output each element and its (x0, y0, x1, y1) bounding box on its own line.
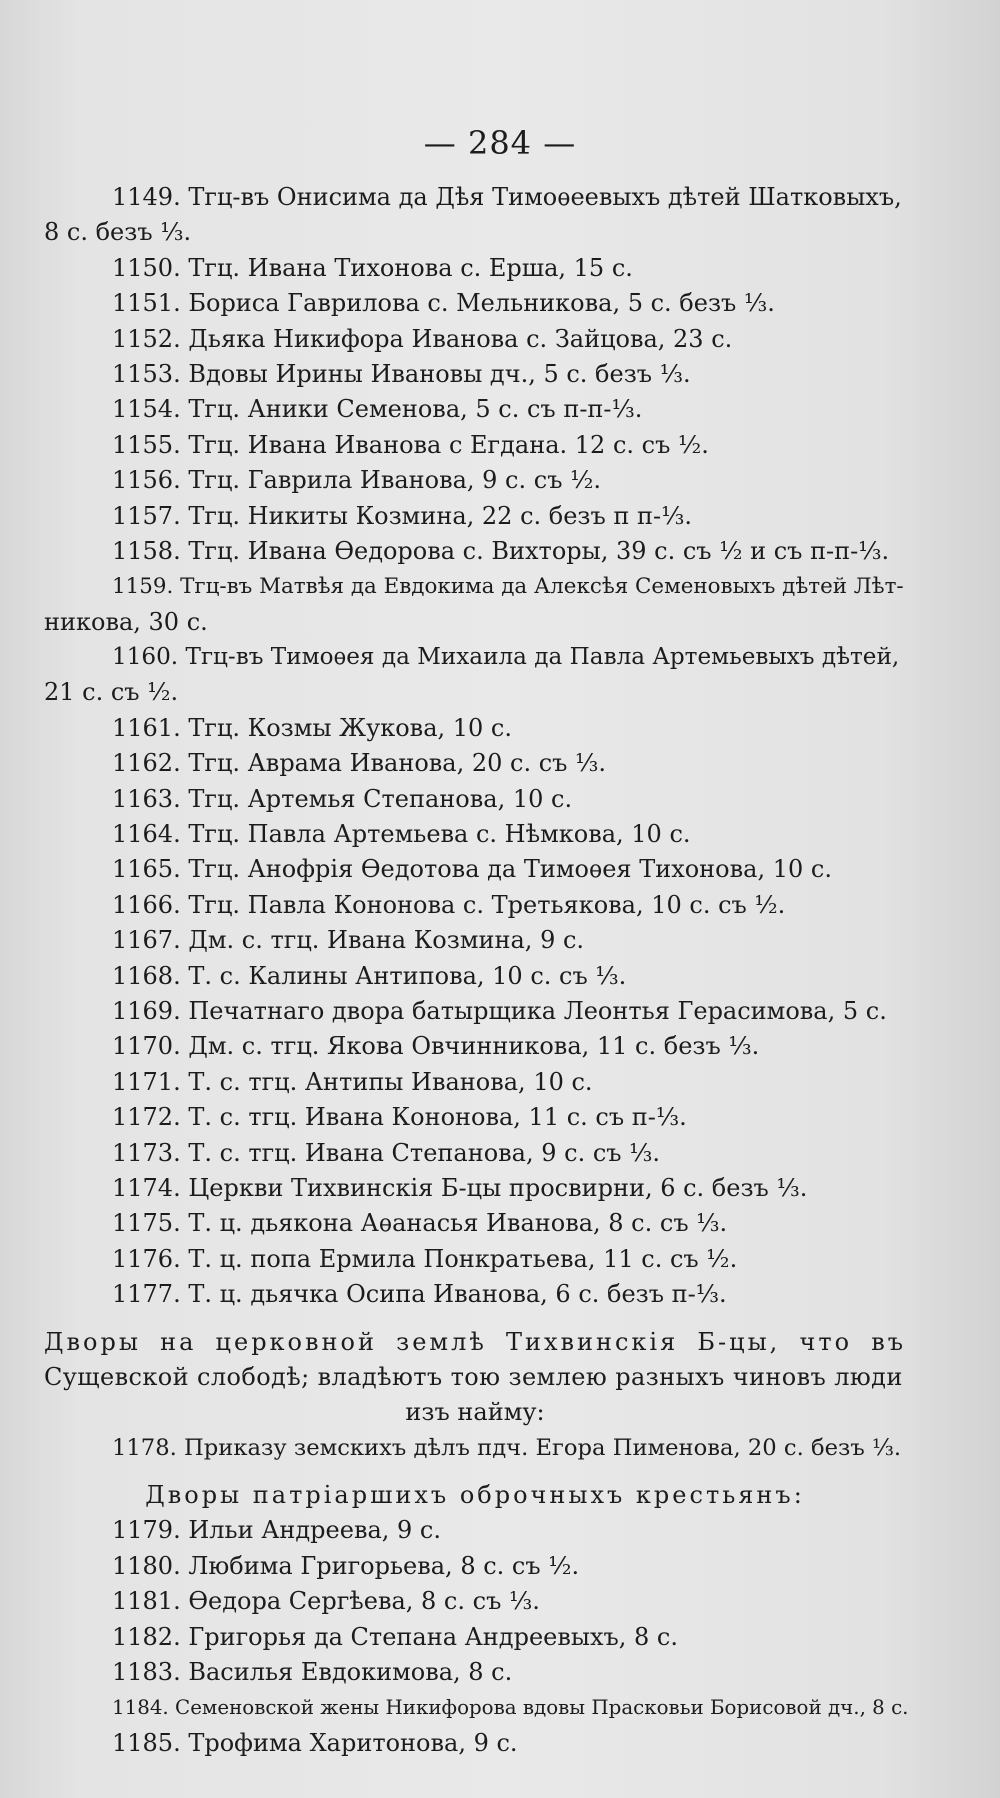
entry-line (44, 994, 906, 1029)
entry-number: 1162. (112, 749, 181, 778)
heading-church-line-2: Сущевской слободѣ; владѣютъ тою землею разныхъ чиновъ люди (44, 1362, 903, 1391)
entry-text: Тгц. Аники Семенова, 5 с. съ п-п-⅓. (188, 395, 643, 424)
entry-number: 1172. (112, 1103, 181, 1132)
entry-line (44, 251, 906, 286)
entry-number: 1176. (112, 1244, 181, 1273)
entry-line (44, 1726, 906, 1761)
entry-line (44, 711, 906, 746)
entry-text: Печатнаго двора батырщика Леонтья Герасимова, 5 с. (188, 996, 887, 1025)
entry-number: 1159. (112, 574, 174, 600)
entry-text: Тгц. Павла Кононова с. Третьякова, 10 с. съ ½. (188, 890, 786, 919)
entry-text: Ильи Андреева, 9 с. (188, 1516, 441, 1545)
entry-number: 1163. (112, 784, 181, 813)
entry-text: Тгц. Гаврила Иванова, 9 с. съ ½. (188, 466, 601, 495)
entry-number: 1155. (112, 430, 181, 459)
entry-number: 1161. (112, 713, 181, 742)
entry-line (44, 959, 906, 994)
entry-text: Т. ц. дьякона Аѳанасья Иванова, 8 с. съ ⅓. (188, 1209, 728, 1238)
entry-number: 1183. (112, 1658, 181, 1687)
entry-continuation: никова, 30 с. (44, 607, 208, 636)
entry-text: Трофима Харитонова, 9 с. (188, 1728, 518, 1757)
entry-line (44, 428, 906, 463)
entry-text: Тгц. Ивана Иванова с Егдана. 12 с. съ ½. (188, 430, 709, 459)
entry-number: 1171. (112, 1067, 181, 1096)
entry-line (44, 1549, 906, 1584)
entry-line (44, 1206, 906, 1241)
entry-line (44, 357, 906, 392)
entry-text: Тгц. Ивана Ѳедорова с. Вихторы, 39 с. съ ½ и съ п-п-⅓. (188, 536, 890, 565)
entry-number: 1175. (112, 1209, 181, 1238)
entry-line (44, 1029, 906, 1064)
entry-text: Т. с. тгц. Антипы Иванова, 10 с. (188, 1067, 593, 1096)
entry-number: 1152. (112, 324, 181, 353)
entry-number: 1185. (112, 1728, 181, 1757)
entry-number: 1165. (112, 855, 181, 884)
entry-continuation: 21 с. съ ½. (44, 678, 179, 707)
entry-number: 1182. (112, 1622, 181, 1651)
page-number: — 284 — (423, 124, 577, 162)
entry-line (44, 888, 906, 923)
entry-number: 1169. (112, 996, 181, 1025)
entry-number: 1177. (112, 1280, 181, 1309)
heading-patriarch: Дворы патріаршихъ оброчныхъ крестьянъ: (145, 1481, 805, 1510)
entry-text: Тгц-въ Матвѣя да Евдокима да Алексѣя Семеновыхъ дѣтей Лѣт- (180, 574, 904, 600)
entry-number: 1157. (112, 501, 181, 530)
entry-line (44, 746, 906, 781)
entry-number: 1167. (112, 926, 181, 955)
entry-line (44, 1513, 906, 1548)
entry-number: 1154. (112, 395, 181, 424)
entry-text: Тгц. Ивана Тихонова с. Ерша, 15 с. (188, 253, 633, 282)
entry-line (44, 322, 906, 357)
entry-line (44, 569, 906, 604)
entry-text: Тгц-въ Тимоѳея да Михаила да Павла Артемьевыхъ дѣтей, (185, 644, 900, 671)
entry-line (44, 1065, 906, 1100)
entry-text: Приказу земскихъ дѣлъ пдч. Егора Пименова, 20 с. безъ ⅓. (184, 1434, 902, 1461)
entry-line (44, 1584, 906, 1619)
entry-line (44, 1431, 906, 1466)
heading-church-line-1: Дворы на церковной землѣ Тихвинскія Б-цы, что въ (44, 1327, 906, 1356)
entries-list-c (44, 1513, 909, 1761)
entries-list-a (44, 180, 906, 1313)
entry-text: Церкви Тихвинскія Б-цы просвирни, 6 с. безъ ⅓. (188, 1173, 808, 1202)
entry-text: Семеновской жены Никифорова вдовы Прасковьи Борисовой дч., 8 с. (175, 1696, 909, 1720)
entry-text: Григорья да Степана Андреевыхъ, 8 с. (188, 1622, 678, 1651)
entry-text: Тгц-въ Онисима да Дѣя Тимоѳеевыхъ дѣтей Шатковыхъ, (188, 183, 902, 211)
entry-line (44, 1171, 906, 1206)
entry-text: Тгц. Аврама Иванова, 20 с. съ ⅓. (188, 749, 606, 778)
entry-text: Тгц. Козмы Жукова, 10 с. (188, 713, 512, 742)
entry-number: 1150. (112, 253, 181, 282)
entry-number: 1181. (112, 1587, 181, 1616)
spacer (44, 1313, 906, 1325)
entry-line (44, 534, 906, 569)
entry-number: 1178. (112, 1434, 177, 1461)
entry-text: Ѳедора Сергѣева, 8 с. съ ⅓. (188, 1587, 540, 1616)
entry-number: 1164. (112, 820, 181, 849)
heading-church-line-3: изъ найму: (405, 1398, 545, 1427)
entry-line (44, 180, 906, 215)
entry-line (44, 1242, 906, 1277)
entry-line (44, 923, 906, 958)
entry-line (44, 640, 906, 675)
entry-number: 1160. (112, 644, 179, 671)
entry-text: Тгц. Артемья Степанова, 10 с. (188, 784, 573, 813)
entry-number: 1173. (112, 1138, 181, 1167)
entries-list-b (44, 1431, 906, 1466)
entry-line (44, 392, 906, 427)
entry-text: Т. с. тгц. Ивана Кононова, 11 с. съ п-⅓. (188, 1103, 687, 1132)
entry-line (44, 852, 906, 887)
entry-line (44, 463, 906, 498)
entry-line (44, 286, 906, 321)
entry-number: 1156. (112, 466, 181, 495)
entry-text: Бориса Гаврилова с. Мельникова, 5 с. безъ ⅓. (188, 289, 775, 318)
entry-text: Любима Григорьева, 8 с. съ ½. (188, 1551, 580, 1580)
spacer (44, 1466, 906, 1478)
entry-text: Т. с. тгц. Ивана Степанова, 9 с. съ ⅓. (188, 1138, 661, 1167)
page-body (44, 180, 909, 1761)
entry-number: 1174. (112, 1173, 181, 1202)
entry-text: Т. ц. попа Ермила Понкратьева, 11 с. съ ½. (188, 1244, 738, 1273)
entry-text: Дьяка Никифора Иванова с. Зайцова, 23 с. (188, 324, 733, 353)
entry-text: Василья Евдокимова, 8 с. (188, 1658, 513, 1687)
entry-number: 1158. (112, 536, 181, 565)
entry-text: Дм. с. тгц. Якова Овчинникова, 11 с. безъ ⅓. (188, 1032, 760, 1061)
entry-text: Тгц. Никиты Козмина, 22 с. безъ п п-⅓. (188, 501, 693, 530)
entry-text: Вдовы Ирины Ивановы дч., 5 с. безъ ⅓. (188, 359, 691, 388)
entry-number: 1153. (112, 359, 181, 388)
entry-text: Дм. с. тгц. Ивана Козмина, 9 с. (188, 926, 585, 955)
entry-line (44, 1690, 909, 1725)
entry-line (44, 782, 906, 817)
entry-text: Т. ц. дьячка Осипа Иванова, 6 с. безъ п-⅓. (188, 1280, 727, 1309)
entry-text: Т. с. Калины Антипова, 10 с. съ ⅓. (188, 961, 627, 990)
entry-number: 1170. (112, 1032, 181, 1061)
entry-line (44, 1620, 906, 1655)
entry-number: 1180. (112, 1551, 181, 1580)
entry-number: 1168. (112, 961, 181, 990)
entry-continuation: 8 с. безъ ⅓. (44, 218, 192, 247)
entry-number: 1179. (112, 1516, 181, 1545)
entry-text: Тгц. Павла Артемьева с. Нѣмкова, 10 с. (188, 820, 691, 849)
entry-text: Тгц. Анофрія Ѳедотова да Тимоѳея Тихонова, 10 с. (188, 855, 832, 884)
entry-line (44, 1136, 906, 1171)
entry-line (44, 1277, 906, 1312)
entry-line (44, 817, 906, 852)
entry-number: 1149. (112, 183, 181, 211)
entry-line (44, 499, 906, 534)
entry-number: 1151. (112, 289, 181, 318)
entry-line (44, 1100, 906, 1135)
entry-number: 1166. (112, 890, 181, 919)
entry-line (44, 1655, 906, 1690)
entry-number: 1184. (112, 1696, 169, 1720)
